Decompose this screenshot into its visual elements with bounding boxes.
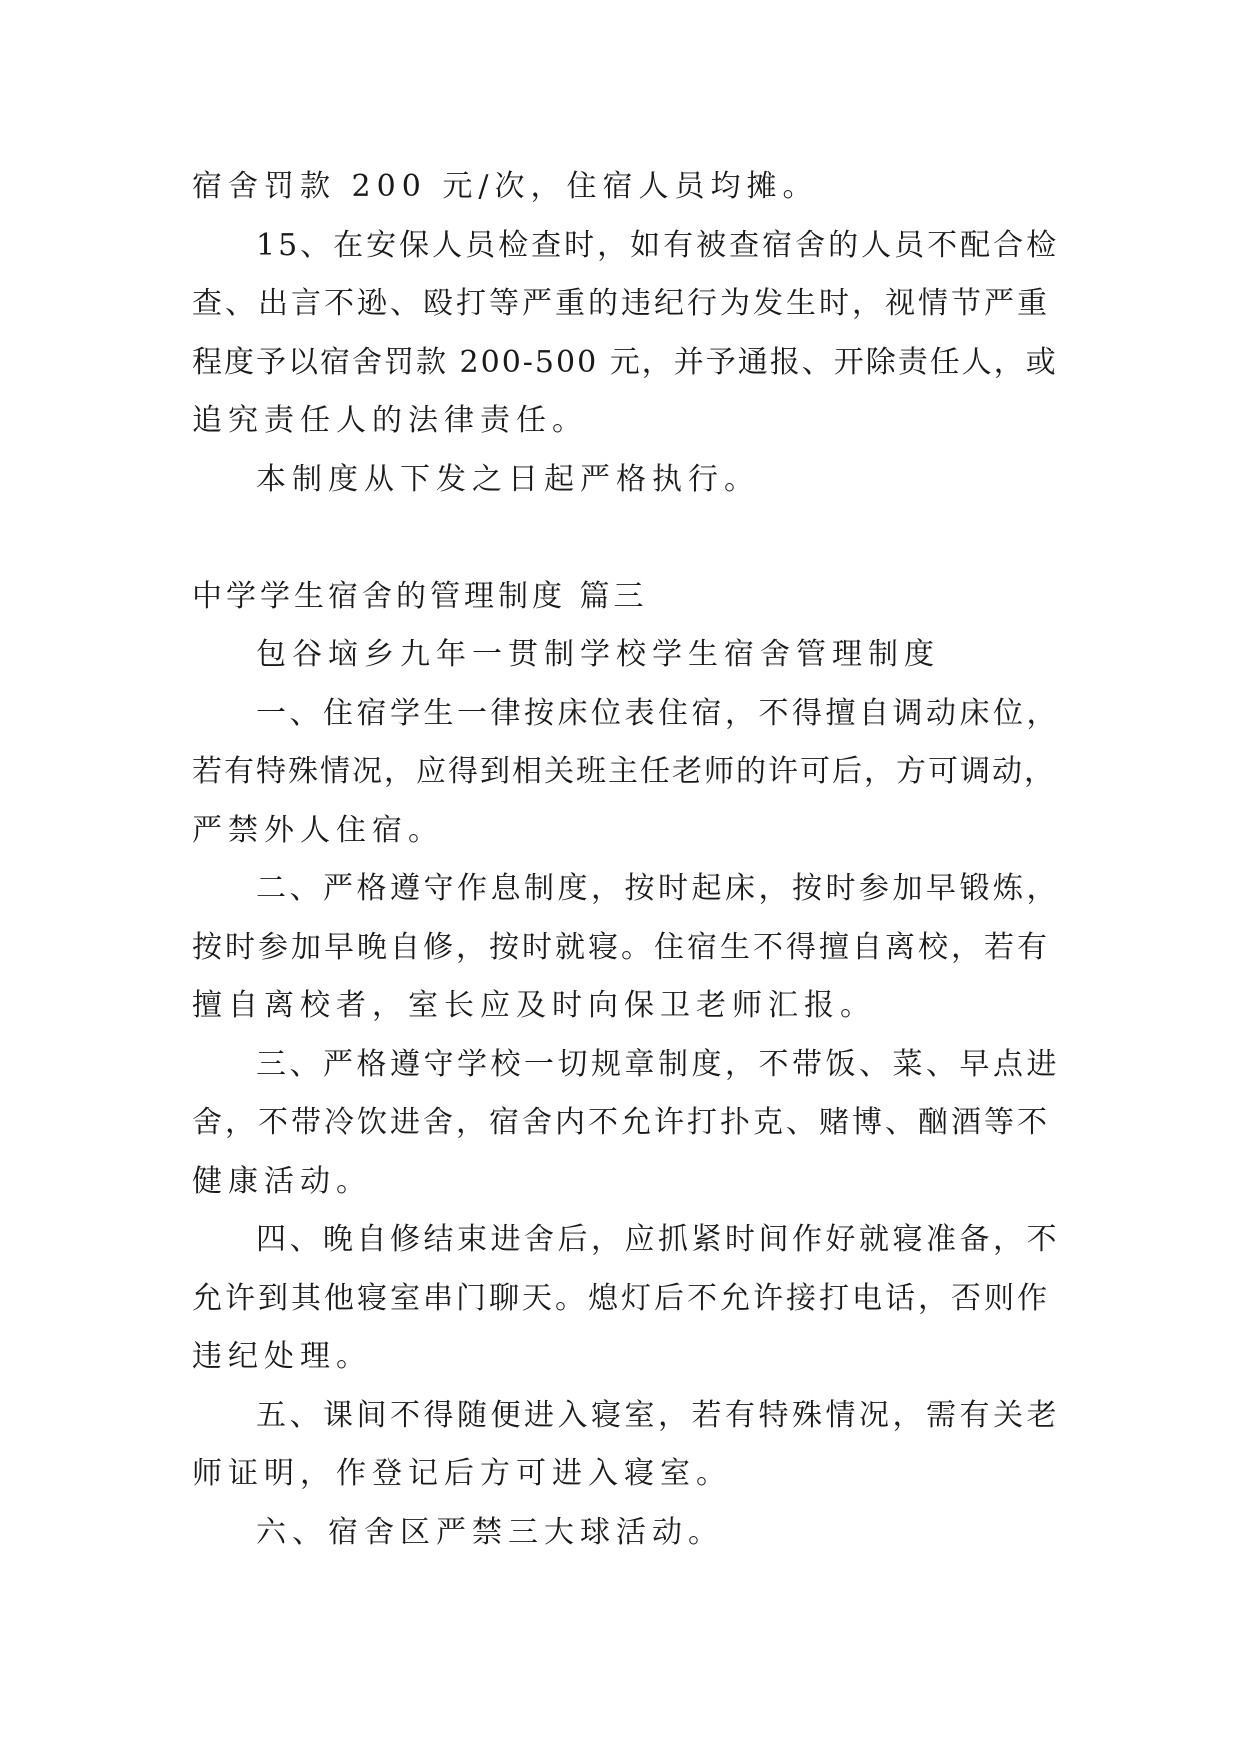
- text-line: 查、出言不逊、殴打等严重的违纪行为发生时，视情节严重: [192, 286, 1050, 321]
- text-line: 二、严格遵守作息制度，按时起床，按时参加早锻炼，: [256, 871, 1060, 906]
- text-line: 健康活动。: [192, 1163, 372, 1199]
- text-line: 程度予以宿舍罚款 200-500 元，并予通报、开除责任人，或: [192, 344, 1058, 380]
- text-line: 擅自离校者，室长应及时向保卫老师汇报。: [192, 988, 876, 1023]
- document-body: [192, 158, 1060, 1562]
- document-title: 包谷垴乡九年一贯制学校学生宿舍管理制度: [256, 637, 940, 672]
- text-line: 三、严格遵守学校一切规章制度，不带饭、菜、早点进: [256, 1046, 1060, 1082]
- text-line: 宿舍罚款 200 元/次，住宿人员均摊。: [192, 169, 819, 204]
- text-line: 舍，不带冷饮进舍，宿舍内不允许打扑克、赌博、酗酒等不: [192, 1105, 1050, 1140]
- text-line: 六、宿舍区严禁三大球活动。: [256, 1514, 724, 1550]
- text-line: 严禁外人住宿。: [192, 812, 444, 848]
- text-line: 违纪处理。: [192, 1339, 372, 1374]
- text-line: 五、课间不得随便进入寝室，若有特殊情况，需有关老: [256, 1397, 1060, 1433]
- text-line: 允许到其他寝室串门聊天。熄灯后不允许接打电话，否则作: [192, 1280, 1050, 1316]
- text-line: 按时参加早晚自修，按时就寝。住宿生不得擅自离校，若有: [192, 929, 1050, 965]
- section-heading: 中学学生宿舍的管理制度 篇三: [192, 578, 648, 614]
- text-line: 四、晚自修结束进舍后，应抓紧时间作好就寝准备，不: [256, 1222, 1060, 1257]
- text-line: 追究责任人的法律责任。: [192, 403, 588, 438]
- text-line: 15、在安保人员检查时，如有被查宿舍的人员不配合检: [256, 227, 1060, 263]
- text-line: 一、住宿学生一律按床位表住宿，不得擅自调动床位，: [256, 695, 1060, 731]
- text-line: 本制度从下发之日起严格执行。: [256, 461, 760, 497]
- text-line: 师证明，作登记后方可进入寝室。: [192, 1456, 732, 1491]
- text-line: 若有特殊情况，应得到相关班主任老师的许可后，方可调动，: [192, 754, 1056, 789]
- paragraph-gap: [192, 509, 1060, 568]
